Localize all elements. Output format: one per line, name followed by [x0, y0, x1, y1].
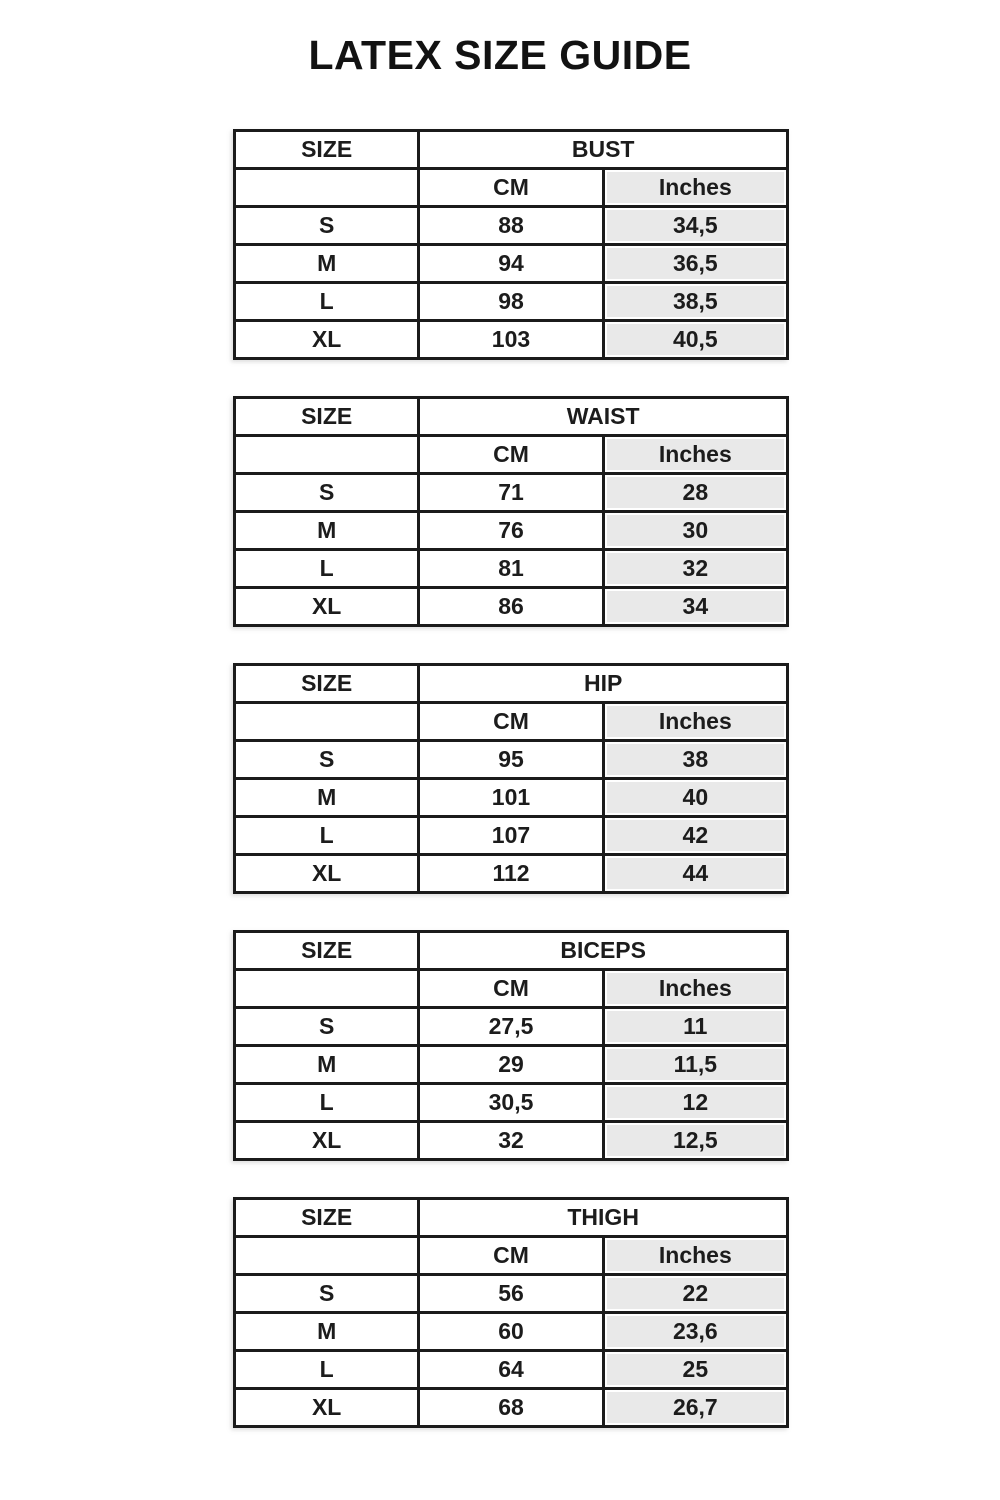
- inches-cell: 25: [603, 1351, 787, 1389]
- inches-cell: 11: [603, 1008, 787, 1046]
- inches-cell: 12: [603, 1084, 787, 1122]
- table-units-row: [235, 970, 788, 1008]
- size-cell: M: [235, 512, 419, 550]
- inches-cell: 12,5: [603, 1122, 787, 1160]
- cm-cell: 29: [419, 1046, 603, 1084]
- table-row: [235, 283, 788, 321]
- inches-unit-header: Inches: [603, 169, 787, 207]
- table-units-row: [235, 703, 788, 741]
- size-cell: S: [235, 741, 419, 779]
- table-row: [235, 1351, 788, 1389]
- cm-cell: 101: [419, 779, 603, 817]
- inches-cell: 38: [603, 741, 787, 779]
- size-cell: S: [235, 207, 419, 245]
- cm-unit-header: CM: [419, 703, 603, 741]
- table-row: [235, 1313, 788, 1351]
- table-row: [235, 1008, 788, 1046]
- inches-unit-header: Inches: [603, 1237, 787, 1275]
- table-units-row: [235, 436, 788, 474]
- cm-cell: 112: [419, 855, 603, 893]
- size-cell: L: [235, 550, 419, 588]
- table-header-row: [235, 665, 788, 703]
- table-row: [235, 1275, 788, 1313]
- size-cell: L: [235, 283, 419, 321]
- size-cell: XL: [235, 588, 419, 626]
- cm-cell: 98: [419, 283, 603, 321]
- cm-cell: 81: [419, 550, 603, 588]
- table-row: [235, 741, 788, 779]
- inches-cell: 32: [603, 550, 787, 588]
- size-table-thigh: [233, 1197, 789, 1428]
- inches-cell: 26,7: [603, 1389, 787, 1427]
- cm-cell: 30,5: [419, 1084, 603, 1122]
- inches-cell: 30: [603, 512, 787, 550]
- size-cell: M: [235, 245, 419, 283]
- cm-cell: 64: [419, 1351, 603, 1389]
- table-row: [235, 321, 788, 359]
- table-row: [235, 474, 788, 512]
- cm-cell: 95: [419, 741, 603, 779]
- cm-unit-header: CM: [419, 436, 603, 474]
- size-cell: S: [235, 1275, 419, 1313]
- size-cell: L: [235, 1084, 419, 1122]
- table-row: [235, 512, 788, 550]
- size-cell: XL: [235, 855, 419, 893]
- table-header-row: [235, 1199, 788, 1237]
- cm-cell: 76: [419, 512, 603, 550]
- size-column-header: SIZE: [235, 932, 419, 970]
- size-table-bust: [233, 129, 789, 360]
- cm-unit-header: CM: [419, 970, 603, 1008]
- empty-cell: [235, 1237, 419, 1275]
- cm-cell: 86: [419, 588, 603, 626]
- table-row: [235, 207, 788, 245]
- size-cell: L: [235, 1351, 419, 1389]
- inches-cell: 44: [603, 855, 787, 893]
- inches-unit-header: Inches: [603, 703, 787, 741]
- inches-cell: 34: [603, 588, 787, 626]
- cm-cell: 103: [419, 321, 603, 359]
- empty-cell: [235, 169, 419, 207]
- cm-cell: 32: [419, 1122, 603, 1160]
- table-row: [235, 1084, 788, 1122]
- size-cell: M: [235, 779, 419, 817]
- table-units-row: [235, 1237, 788, 1275]
- size-column-header: SIZE: [235, 131, 419, 169]
- measure-column-header: BUST: [419, 131, 788, 169]
- cm-cell: 27,5: [419, 1008, 603, 1046]
- page-title: LATEX SIZE GUIDE: [308, 32, 692, 78]
- table-header-row: [235, 398, 788, 436]
- inches-cell: 28: [603, 474, 787, 512]
- table-row: [235, 817, 788, 855]
- table-row: [235, 779, 788, 817]
- inches-cell: 40: [603, 779, 787, 817]
- size-cell: M: [235, 1046, 419, 1084]
- size-cell: XL: [235, 1122, 419, 1160]
- table-row: [235, 550, 788, 588]
- table-units-row: [235, 169, 788, 207]
- empty-cell: [235, 436, 419, 474]
- size-cell: M: [235, 1313, 419, 1351]
- size-cell: S: [235, 1008, 419, 1046]
- inches-cell: 42: [603, 817, 787, 855]
- measure-column-header: HIP: [419, 665, 788, 703]
- table-row: [235, 855, 788, 893]
- measure-column-header: WAIST: [419, 398, 788, 436]
- table-row: [235, 1389, 788, 1427]
- cm-cell: 107: [419, 817, 603, 855]
- tables-container: [233, 129, 789, 1428]
- inches-cell: 36,5: [603, 245, 787, 283]
- inches-cell: 40,5: [603, 321, 787, 359]
- inches-unit-header: Inches: [603, 970, 787, 1008]
- cm-unit-header: CM: [419, 169, 603, 207]
- inches-cell: 38,5: [603, 283, 787, 321]
- size-column-header: SIZE: [235, 665, 419, 703]
- cm-cell: 94: [419, 245, 603, 283]
- size-table-waist: [233, 396, 789, 627]
- table-row: [235, 1122, 788, 1160]
- inches-cell: 11,5: [603, 1046, 787, 1084]
- table-header-row: [235, 932, 788, 970]
- empty-cell: [235, 970, 419, 1008]
- measure-column-header: THIGH: [419, 1199, 788, 1237]
- inches-cell: 34,5: [603, 207, 787, 245]
- cm-unit-header: CM: [419, 1237, 603, 1275]
- size-table-hip: [233, 663, 789, 894]
- inches-cell: 23,6: [603, 1313, 787, 1351]
- table-row: [235, 1046, 788, 1084]
- empty-cell: [235, 703, 419, 741]
- table-header-row: [235, 131, 788, 169]
- size-cell: XL: [235, 1389, 419, 1427]
- inches-cell: 22: [603, 1275, 787, 1313]
- cm-cell: 88: [419, 207, 603, 245]
- cm-cell: 56: [419, 1275, 603, 1313]
- cm-cell: 60: [419, 1313, 603, 1351]
- size-cell: S: [235, 474, 419, 512]
- cm-cell: 71: [419, 474, 603, 512]
- size-cell: XL: [235, 321, 419, 359]
- table-row: [235, 245, 788, 283]
- table-row: [235, 588, 788, 626]
- size-column-header: SIZE: [235, 398, 419, 436]
- size-cell: L: [235, 817, 419, 855]
- size-column-header: SIZE: [235, 1199, 419, 1237]
- size-table-biceps: [233, 930, 789, 1161]
- measure-column-header: BICEPS: [419, 932, 788, 970]
- inches-unit-header: Inches: [603, 436, 787, 474]
- cm-cell: 68: [419, 1389, 603, 1427]
